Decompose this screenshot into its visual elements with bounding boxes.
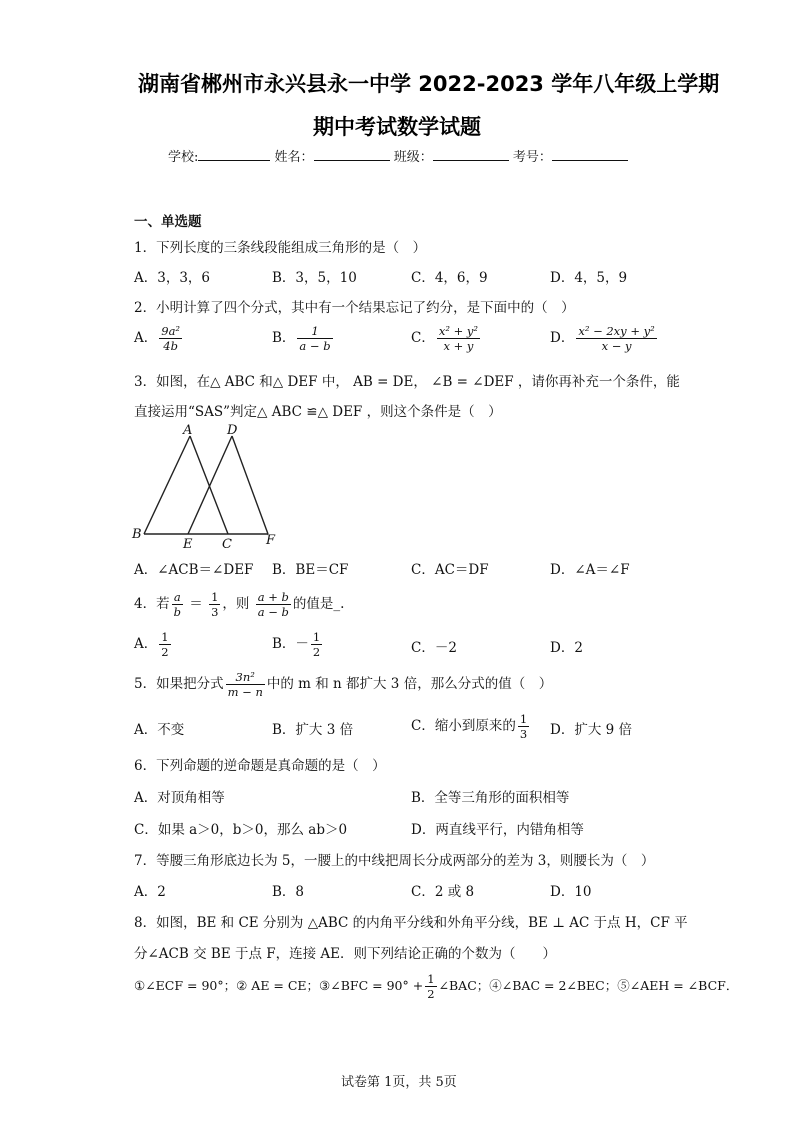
q4-option-a: A． $\frac{1}{2}$ xyxy=(134,630,169,659)
number-label: 考号： xyxy=(512,150,552,165)
q2-option-c: C． $\frac{\text{x² + y²}}{x + y}$ xyxy=(411,324,478,353)
question-6-stem: 6．下列命题的逆命题是真命题的是（ ） xyxy=(134,758,386,774)
section-heading: 一、单选题 xyxy=(134,214,202,230)
q5-option-a: A．不变 xyxy=(134,722,185,738)
q5-option-b: B．扩大 3 倍 xyxy=(272,722,354,738)
q6-option-a: A．对顶角相等 xyxy=(134,790,225,806)
q7-option-d: D．10 xyxy=(550,884,592,900)
q1-option-c: C．4，6，9 xyxy=(411,270,488,286)
segment-ed xyxy=(188,436,232,534)
triangle-figure xyxy=(128,420,278,552)
question-1-stem: 1．下列长度的三条线段能组成三角形的是（ ） xyxy=(134,240,427,256)
label-b: B xyxy=(132,527,142,542)
segment-ab xyxy=(144,436,190,534)
name-blank xyxy=(314,148,390,161)
q2-option-b: B． $\frac{1}{a - b}$ xyxy=(272,324,331,353)
label-f: F xyxy=(266,533,276,548)
label-d: D xyxy=(227,423,238,438)
label-c: C xyxy=(222,537,232,552)
class-label: 班级： xyxy=(393,150,433,165)
school-label: 学校: xyxy=(168,150,199,165)
q3-option-b: B．BE＝CF xyxy=(272,562,349,578)
question-5-stem: 5．如果把分式 $\frac{\text{3n²}}{m - n}$ 中的 m 和 n 都扩大 3 倍，那么分式的值（ ） xyxy=(134,670,553,699)
student-info xyxy=(168,146,628,165)
segment-ac xyxy=(190,436,228,534)
segment-df xyxy=(232,436,268,534)
question-4-stem: 4．若 $\frac{a}{b}$ ＝ $\frac{1}{3}$ ，则 $\frac{a + b}{a - b}$ 的值是_. xyxy=(134,590,345,619)
q6-option-c: C．如果 a＞0，b＞0，那么 ab＞0 xyxy=(134,822,348,838)
q5-option-d: D．扩大 9 倍 xyxy=(550,722,632,738)
question-8-conclusions: ①∠ECF = 90°；② AE = CE；③∠BFC = 90° + $\frac{1}{2}$ ∠BAC；④∠BAC = 2∠BEC；⑤∠AEH = ∠BCF． xyxy=(134,972,739,1001)
question-3-stem-1: 3．如图，在△ ABC 和△ DEF 中， AB = DE， ∠B = ∠DEF ，请你再补充一个条件，能 xyxy=(134,374,680,390)
q7-option-a: A．2 xyxy=(134,884,166,900)
q2-option-d: D． $\frac{\text{x² − 2xy + y²}}{x - y}$ xyxy=(550,324,655,353)
q7-option-c: C．2 或 8 xyxy=(411,884,475,900)
school-blank xyxy=(198,148,270,161)
q3-option-c: C．AC＝DF xyxy=(411,562,489,578)
question-8-stem-1: 8．如图，BE 和 CE 分别为 △ABC 的内角平分线和外角平分线，BE ⊥ AC 于点 H，CF 平 xyxy=(134,915,688,931)
class-blank xyxy=(433,148,509,161)
q1-option-d: D．4，5，9 xyxy=(550,270,628,286)
q1-option-a: A．3，3，6 xyxy=(134,270,211,286)
number-blank xyxy=(552,148,628,161)
title-line-2: 期中考试数学试题 xyxy=(313,115,481,139)
question-7-stem: 7．等腰三角形底边长为 5，一腰上的中线把周长分成两部分的差为 3，则腰长为（ ） xyxy=(134,853,655,869)
question-3-stem-2: 直接运用“SAS”判定△ ABC ≌△ DEF ，则这个条件是（ ） xyxy=(134,404,502,420)
q3-option-a: A．∠ACB＝∠DEF xyxy=(134,562,254,578)
q4-option-d: D．2 xyxy=(550,640,583,656)
q4-option-b: B．－ $\frac{1}{2}$ xyxy=(272,630,321,659)
q7-option-b: B．8 xyxy=(272,884,305,900)
q4-option-c: C．－2 xyxy=(411,640,457,656)
q6-option-d: D．两直线平行，内错角相等 xyxy=(411,822,584,838)
q1-option-b: B．3，5，10 xyxy=(272,270,357,286)
question-2-stem: 2．小明计算了四个分式，其中有一个结果忘记了约分，是下面中的（ ） xyxy=(134,300,575,316)
label-a: A xyxy=(183,423,193,438)
name-label: 姓名： xyxy=(274,150,314,165)
title-line-1: 湖南省郴州市永兴县永一中学 2022-2023 学年八年级上学期 xyxy=(138,72,720,96)
question-8-stem-2: 分∠ACB 交 BE 于点 F，连接 AE．则下列结论正确的个数为（ ） xyxy=(134,946,557,962)
page-footer: 试卷第 1页，共 5页 xyxy=(341,1075,457,1090)
q3-option-d: D．∠A＝∠F xyxy=(550,562,630,578)
label-e: E xyxy=(183,537,193,552)
q2-option-a: A． $\frac{\text{9a²}}{4b}$ xyxy=(134,324,181,353)
q5-option-c: C．缩小到原来的 $\frac{1}{3}$ xyxy=(411,712,528,741)
q6-option-b: B．全等三角形的面积相等 xyxy=(411,790,570,806)
